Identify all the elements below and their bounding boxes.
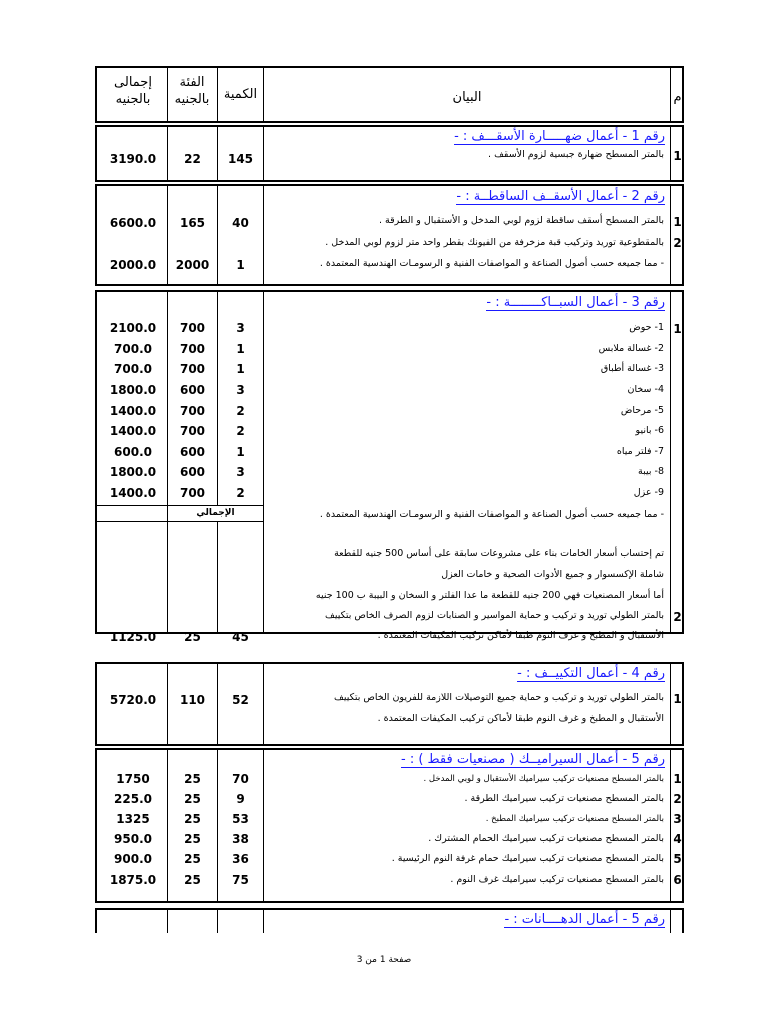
plumbing-item-total: 700.0 — [114, 362, 152, 376]
section-title: رقم 5 - أعمال السيراميــك ( مصنعيات فقط ) : - — [401, 752, 665, 767]
section-painting — [95, 908, 684, 933]
row-index: 4 — [673, 832, 682, 846]
plumbing-item-rate: 700 — [179, 342, 206, 356]
plumbing-item-rate: 700 — [179, 424, 206, 438]
row-text: بالمقطوعية توريد وتركيب قبة مزخرفة من الفيونك بقطر واحد متر لزوم لوبي المدخل . — [325, 237, 664, 248]
pricing-note-line1: تم إحتساب أسعار الخامات بناء على مشروعات سابقة على أساس 500 جنيه للقطعة — [334, 548, 664, 559]
row-text: - مما جميعه حسب أصول الصناعة و المواصفات الفنية و الرسومـات الهندسية المعتمدة . — [319, 258, 664, 269]
plumbing-item-text: 2- غسالة ملابس — [598, 343, 664, 354]
row-total: 6600.0 — [109, 216, 157, 230]
plumbing-item-qty: 2 — [236, 424, 245, 438]
row-total: 1325 — [116, 812, 150, 826]
plumbing-item-total: 1800.0 — [109, 383, 157, 397]
section-title: رقم 3 - أعمال السبــاكــــــــة : - — [486, 295, 665, 310]
row-index: 2 — [673, 236, 682, 250]
section-false-ceiling — [95, 184, 684, 286]
plumbing-item-rate: 700 — [179, 321, 206, 335]
plumbing-item-rate: 700 — [179, 404, 206, 418]
plumbing-item-rate: 600 — [179, 445, 206, 459]
header-index: م — [673, 90, 682, 105]
row-text: الأستقبال و المطبخ و غرف النوم طبقا لأماكن تركيب المكيفات المعتمدة . — [377, 630, 664, 641]
row-rate: 25 — [184, 812, 201, 826]
row-text: بالمتر الطولي توريد و تركيب و حماية جميع التوصيلات اللازمة للفريون الخاص بتكييف — [334, 692, 664, 703]
row-total: 5720.0 — [109, 693, 157, 707]
row-qty: 145 — [227, 152, 254, 166]
plumbing-item-rate: 600 — [179, 383, 206, 397]
row-index: 3 — [673, 812, 682, 826]
row-text: بالمتر المسطح ضهارة جبسية لزوم الأسقف . — [488, 149, 664, 160]
row-text: بالمتر المسطح مصنعيات تركيب سيراميك الحمام المشترك . — [428, 833, 664, 844]
plumbing-item-total: 2100.0 — [109, 321, 157, 335]
row-qty: 9 — [236, 792, 245, 806]
header-desc: البيان — [452, 90, 482, 105]
plumbing-item-qty: 2 — [236, 404, 245, 418]
pricing-note-line3: أما أسعار المصنعيات فهي 200 جنيه للقطعة ما عدا الفلتر و السخان و البيبة ب 100 جنيه — [315, 590, 664, 601]
row-rate: 25 — [184, 792, 201, 806]
plumbing-item-text: 6- بانيو — [635, 425, 664, 436]
row-rate: 25 — [184, 832, 201, 846]
row-total: 1875.0 — [109, 873, 157, 887]
plumbing-item-qty: 2 — [236, 486, 245, 500]
row-index: 1 — [673, 322, 682, 336]
row-index: 1 — [673, 215, 682, 229]
plumbing-item-qty: 3 — [236, 321, 245, 335]
plumbing-item-text: 3- غسالة أطباق — [600, 363, 664, 374]
row-qty: 38 — [232, 832, 249, 846]
plumbing-item-qty: 1 — [236, 445, 245, 459]
header-qty: الكمية — [223, 87, 258, 102]
row-total: 1125.0 — [109, 630, 157, 644]
plumbing-item-rate: 700 — [179, 362, 206, 376]
row-rate: 25 — [184, 852, 201, 866]
row-text: بالمتر المسطح أسقف ساقطة لزوم لوبي المدخل و الأستقبال و الطرقة . — [379, 215, 664, 226]
row-total: 3190.0 — [109, 152, 157, 166]
plumbing-item-qty: 1 — [236, 362, 245, 376]
plumbing-item-qty: 3 — [236, 383, 245, 397]
plumbing-item-text: 7- فلتر مياه — [616, 446, 664, 457]
plumbing-item-text: 4- سخان — [627, 384, 664, 395]
row-text: بالمتر الطولي توريد و تركيب و حماية المواسير و الصنابات لزوم الصرف الخاص بتكييف — [325, 610, 664, 621]
row-rate: 25 — [184, 772, 201, 786]
row-total: 225.0 — [114, 792, 152, 806]
plumbing-item-qty: 3 — [236, 465, 245, 479]
plumbing-item-total: 700.0 — [114, 342, 152, 356]
row-total: 950.0 — [114, 832, 152, 846]
section-ceiling-plaster — [95, 125, 684, 182]
row-qty: 70 — [232, 772, 249, 786]
plumbing-item-total: 1400.0 — [109, 424, 157, 438]
row-total: 1750 — [116, 772, 150, 786]
plumbing-item-total: 1800.0 — [109, 465, 157, 479]
page-number: صفحة 1 من 3 — [356, 955, 412, 965]
plumbing-item-text: 1- حوض — [629, 322, 664, 333]
plumbing-note: - مما جميعه حسب أصول الصناعة و المواصفات الفنية و الرسومـات الهندسية المعتمدة . — [319, 509, 664, 520]
row-qty: 53 — [232, 812, 249, 826]
row-rate: 165 — [179, 216, 206, 230]
section-ceramics — [95, 748, 684, 903]
row-text: بالمتر المسطح مصنعيات تركيب سيراميك الأستقبال و لوبي المدخل . — [423, 774, 664, 784]
row-index: 6 — [673, 873, 682, 887]
row-qty: 40 — [232, 216, 249, 230]
subtotal-label: الإجمالي — [196, 508, 235, 518]
section-title: رقم 4 - أعمال التكييــف : - — [517, 666, 665, 681]
row-rate: 25 — [184, 873, 201, 887]
row-text: بالمتر المسطح مصنعيات تركيب سيراميك غرف النوم . — [450, 874, 664, 885]
plumbing-item-text: 5- مرحاض — [620, 405, 664, 416]
header-rate: الفئة بالجنيه — [174, 75, 210, 107]
section-title: رقم 5 - أعمال الدهــــانات : - — [504, 912, 665, 927]
section-air-conditioning — [95, 662, 684, 746]
row-rate: 22 — [184, 152, 201, 166]
row-qty: 52 — [232, 693, 249, 707]
plumbing-item-total: 600.0 — [114, 445, 152, 459]
plumbing-item-rate: 600 — [179, 465, 206, 479]
row-index: 2 — [673, 792, 682, 806]
row-index: 1 — [673, 692, 682, 706]
table-header — [95, 66, 684, 123]
row-total: 900.0 — [114, 852, 152, 866]
pricing-note-line2: شاملة الإكسسوار و جميع الأدوات الصحية و خامات العزل — [441, 569, 664, 580]
row-text: بالمتر المسطح مصنعيات تركيب سيراميك المطبخ . — [485, 814, 664, 824]
header-total: إجمالى بالجنيه — [114, 75, 152, 107]
row-text: بالمتر المسطح مصنعيات تركيب سيراميك حمام غرفة النوم الرئيسية . — [391, 853, 664, 864]
row-rate: 2000 — [175, 258, 210, 272]
plumbing-item-text: 8- بيبة — [638, 466, 664, 477]
plumbing-item-rate: 700 — [179, 486, 206, 500]
row-qty: 45 — [232, 630, 249, 644]
row-qty: 36 — [232, 852, 249, 866]
row-total: 2000.0 — [109, 258, 157, 272]
plumbing-item-total: 1400.0 — [109, 404, 157, 418]
section-title: رقم 1 - أعمال ضهـــــارة الأسقـــف : - — [454, 129, 665, 144]
row-text: بالمتر المسطح مصنعيات تركيب سيراميك الطرقة . — [464, 793, 664, 804]
row-rate: 110 — [179, 693, 206, 707]
plumbing-item-total: 1400.0 — [109, 486, 157, 500]
row-index: 1 — [673, 772, 682, 786]
row-index: 5 — [673, 852, 682, 866]
row-text: الأستقبال و المطبخ و غرف النوم طبقا لأماكن تركيب المكيفات المعتمدة . — [377, 713, 664, 724]
row-qty: 1 — [236, 258, 245, 272]
row-qty: 75 — [232, 873, 249, 887]
row-index: 1 — [673, 149, 682, 163]
plumbing-item-text: 9- عزل — [633, 487, 664, 498]
section-title: رقم 2 - أعمال الأسقــف الساقطــة : - — [456, 189, 665, 204]
plumbing-item-qty: 1 — [236, 342, 245, 356]
row-index: 2 — [673, 610, 682, 624]
row-rate: 25 — [184, 630, 201, 644]
section-plumbing — [95, 290, 684, 644]
